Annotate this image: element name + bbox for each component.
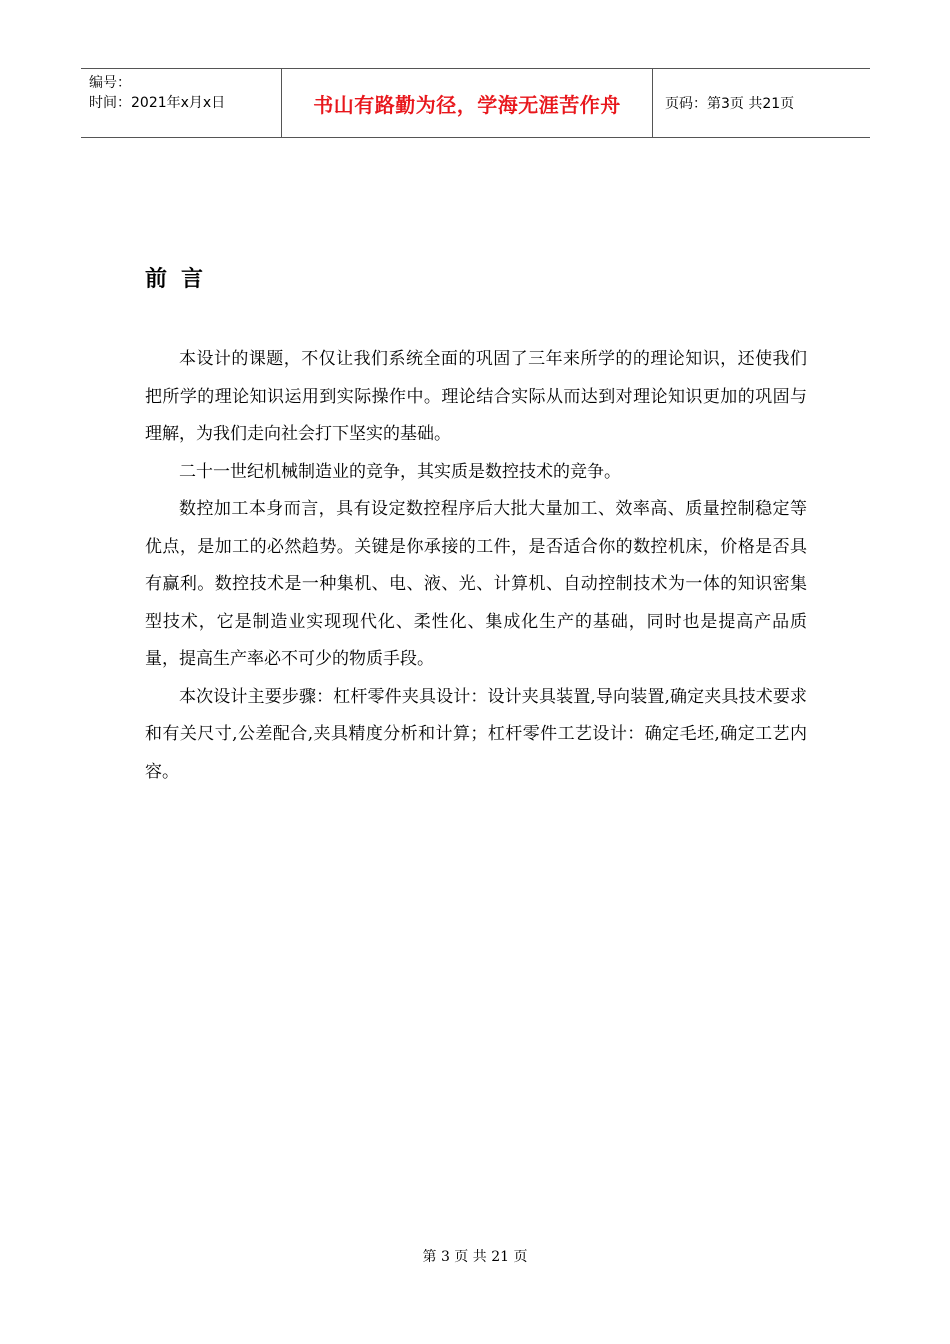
header-motto: 书山有路勤为径，学海无涯苦作舟 (281, 69, 653, 137)
paragraph: 本次设计主要步骤：杠杆零件夹具设计：设计夹具装置,导向装置,确定夹具技术要求和有关尺寸,公差配合,夹具精度分析和计算；杠杆零件工艺设计：确定毛坯,确定工艺内容。 (145, 686, 807, 782)
time-label: 时间：2021年x月x日 (89, 95, 226, 111)
header-page-info: 页码：第3页 共21页 (665, 96, 795, 112)
body-text (145, 341, 807, 791)
paragraph: 本设计的课题，不仅让我们系统全面的巩固了三年来所学的的理论知识，还使我们把所学的理论知识运用到实际操作中。理论结合实际从而达到对理论知识更加的巩固与理解，为我们走向社会打下坚实的基础。 (145, 349, 807, 444)
page-header (81, 68, 870, 138)
number-label: 编号： (89, 75, 131, 91)
paragraph: 二十一世纪机械制造业的竞争，其实质是数控技术的竞争。 (179, 461, 621, 482)
paragraph: 数控加工本身而言，具有设定数控程序后大批大量加工、效率高、质量控制稳定等优点，是加工的必然趋势。关键是你承接的工件，是否适合你的数控机床，价格是否具有赢利。数控技术是一种集机、电、液、光、计算机、自动控制技术为一体的知识密集型技术，它是制造业实现现代化、柔性化、集成化生产的基础，同时也是提高产品质量，提高生产率必不可少的物质手段。 (145, 499, 807, 669)
section-title: 前言 (145, 267, 218, 292)
page-footer: 第 3 页 共 21 页 (422, 1249, 528, 1265)
header-meta (81, 69, 281, 137)
